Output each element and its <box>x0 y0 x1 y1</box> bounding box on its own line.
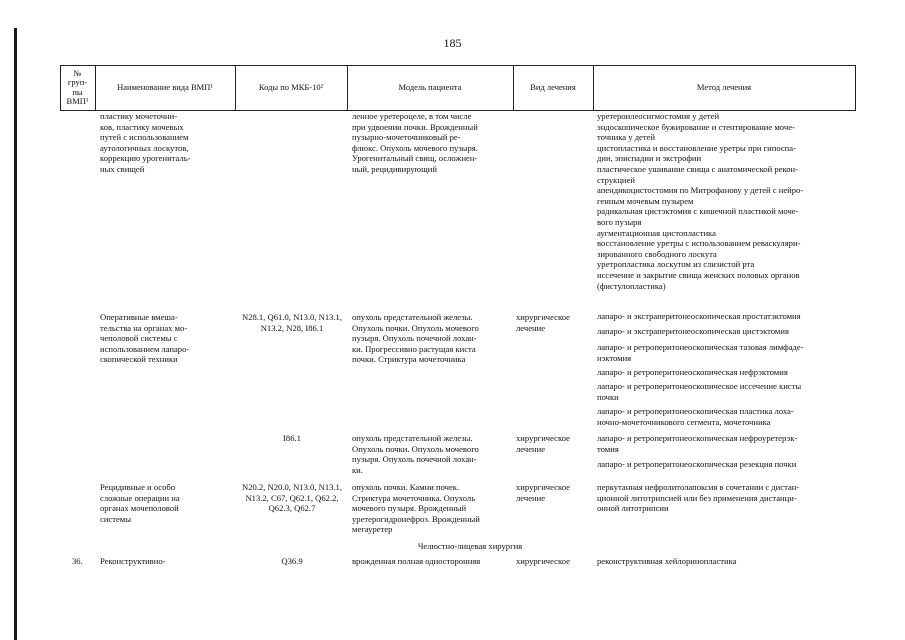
row-treatment-method: лапаро- и ретроперитонеоскопическая резекция почки <box>597 459 797 469</box>
row-patient-model: опухоль предстательной железы. Опухоль почки. Опухоль мочевого пузыря. Опухоль почечной лохан- ки. <box>352 433 479 475</box>
row-icd-codes: N28.1, Q61.0, N13.0, N13.1, N13.2, N28, I86.1 <box>241 312 343 333</box>
row-treatment-method: уретероилеосигмостомия у детей эндоскопическое бужирование и стентирование моче- точника у детей цистопластика и восстановление уретры при гипоспа- дии, эписпадии и экстрофии пластическое ушивание свища с анатомической рекон- струкцией апендикоцистостомия по Митрофанову у детей с нейро- генным мочевым пузырем радикальная цистэктомия с кишечной пластикой моче- вого пузыря аугментационная цистопластика восстановление уретры с использованием реваскуляри- зированного свободного лоскута уретропластика лоскутом из слизистой рта иссечение и закрытие свища женских половых органов (фистулопластика) <box>597 111 804 291</box>
row-vmp-name: Оперативные вмеша- тельства на органах мо- чеполовой системы с использованием лапаро- скопической техники <box>100 312 190 365</box>
header-vmp-name: Наименование вида ВМП¹ <box>117 81 213 92</box>
row-vmp-name: Рецидивные и особо сложные операции на органах мочеполовой системы <box>100 482 180 524</box>
row-treatment-type: хирургическое лечение <box>516 433 570 454</box>
row-patient-model: врожденная полная односторонняя <box>352 556 481 566</box>
header-icd-codes: Коды по МКБ-10² <box>258 81 324 92</box>
scan-edge-shadow <box>14 28 17 640</box>
row-treatment-method: реконструктивная хейлоринопластика <box>597 556 737 566</box>
row-treatment-method: лапаро- и ретроперитонеоскопическая нефроуретерэк- томия <box>597 433 798 454</box>
row-treatment-method: лапаро- и экстраперитонеоскопическая цистэктомия <box>597 326 789 336</box>
row-treatment-method: лапаро- и ретроперитонеоскопическая нефрэктомия <box>597 367 788 377</box>
row-patient-model: ленное уретероцеле, в том числе при удвоении почки. Врожденный пузырно-мочеточниковый ре- флюкс. Опухоль мочевого пузыря. Урогенитальный свищ, осложнен- ный, рецидивирующий <box>352 111 478 174</box>
header-divider <box>855 65 856 111</box>
row-treatment-method: лапаро- и ретроперитонеоскопическое иссечение кисты почки <box>597 381 802 402</box>
row-icd-codes: I86.1 <box>283 433 301 443</box>
row-patient-model: опухоль предстательной железы. Опухоль почки. Опухоль мочевого пузыря. Опухоль почечной лохан- ки. Прогрессивно растущая киста почки. Стриктура мочеточника <box>352 312 479 365</box>
row-treatment-type: хирургическое <box>516 556 570 566</box>
page-number: 185 <box>443 36 462 50</box>
row-patient-model: опухоль почки. Камни почек. Стриктура мочеточника. Опухоль мочевого пузыря. Врожденный уретерогидронефроз. Врожденный мегауретер <box>352 482 480 535</box>
header-group-number: № груп- пы ВМП¹ <box>66 67 89 106</box>
row-icd-codes: N20.2, N20.0, N13.0, N13.1, N13.2, C67, Q62.1, Q62.2, Q62.3, Q62.7 <box>241 482 343 514</box>
header-treatment-method: Метод лечения <box>696 81 752 92</box>
row-treatment-method: перкутанная нефролитолапоксия в сочетании с дистан- ционной литотрипсией или без применения дистанци- онной литотрипсии <box>597 482 800 514</box>
row-treatment-type: хирургическое лечение <box>516 312 570 333</box>
row-vmp-name: пластику мочеточни- ков, пластику мочевых путей с использованием аутологичных лоскутов, коррекцию урогениталь- ных свищей <box>100 111 191 174</box>
row-treatment-method: лапаро- и экстраперитонеоскопическая простатэктомия <box>597 311 801 321</box>
section-title: Челюстно-лицевая хирургия <box>417 541 523 551</box>
header-treatment-type: Вид лечения <box>530 81 576 92</box>
row-treatment-type: хирургическое лечение <box>516 482 570 503</box>
row-group-number: 36. <box>72 556 83 566</box>
row-treatment-method: лапаро- и ретроперитонеоскопическая тазовая лимфаде- нэктомия <box>597 342 804 363</box>
row-treatment-method: лапаро- и ретроперитонеоскопическая пластика лоха- ночно-мочеточникового сегмента, мочеточника <box>597 406 794 427</box>
header-patient-model: Модель пациента <box>398 81 462 92</box>
row-vmp-name: Реконструктивно- <box>100 556 166 566</box>
row-icd-codes: Q36.9 <box>281 556 303 566</box>
